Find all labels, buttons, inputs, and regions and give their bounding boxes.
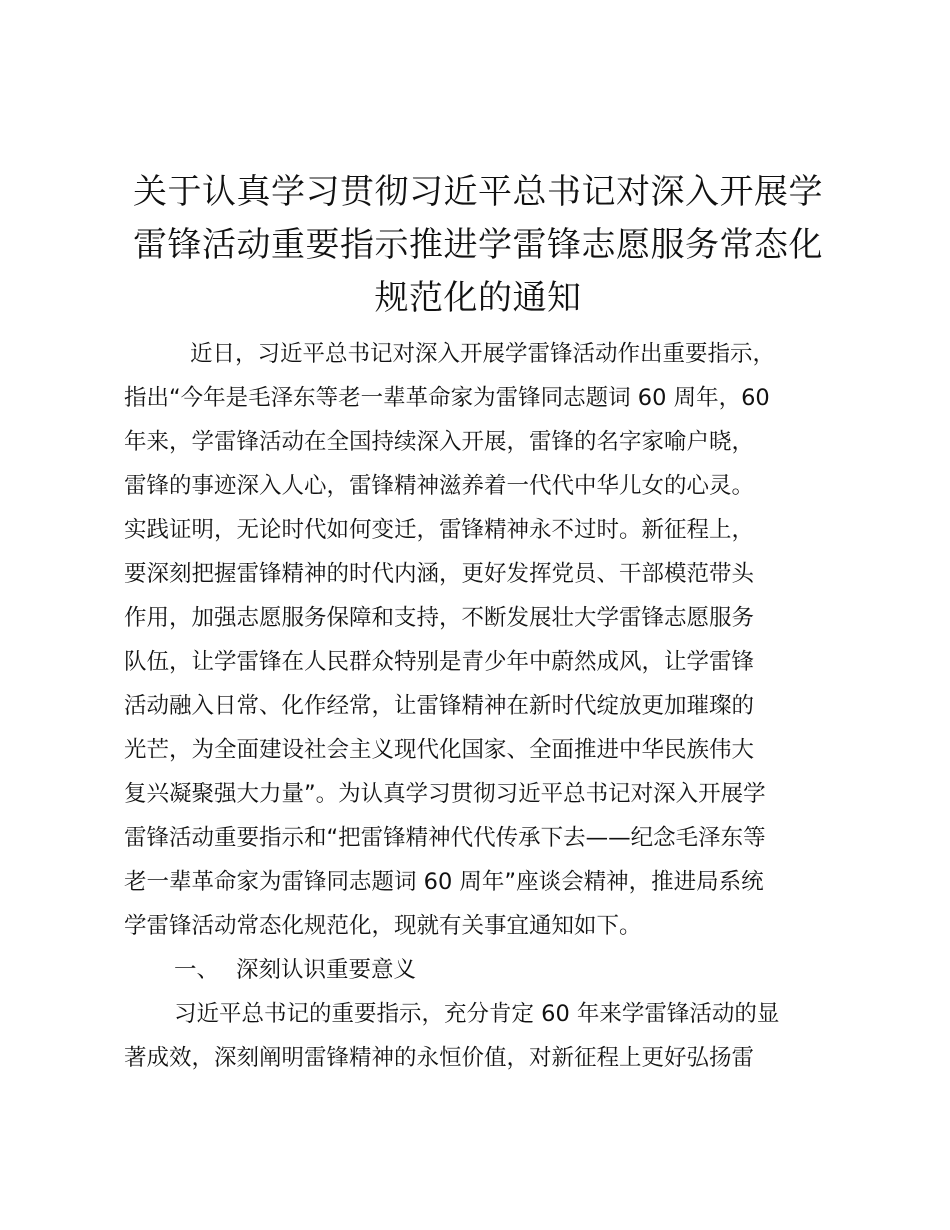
paragraph-line: 复兴凝聚强大力量”。为认真学习贯彻习近平总书记对深入开展学 <box>124 781 766 807</box>
section-heading-text: 深刻认识重要意义 <box>236 957 417 983</box>
paragraph-line: 作用，加强志愿服务保障和支持，不断发展壮大学雷锋志愿服务 <box>124 605 755 631</box>
paragraph-line: 学雷锋活动常态化规范化，现就有关事宜通知如下。 <box>124 913 642 939</box>
paragraph-line: 队伍，让学雷锋在人民群众特别是青少年中蔚然成风，让学雷锋 <box>124 649 755 675</box>
title-line: 规范化的通知 <box>374 278 582 318</box>
section-heading <box>124 948 834 992</box>
title-line: 雷锋活动重要指示推进学雷锋志愿服务常态化 <box>133 225 823 265</box>
paragraph-line: 实践证明，无论时代如何变迁，雷锋精神永不过时。新征程上， <box>124 517 755 543</box>
section-number: 一、 <box>174 957 220 983</box>
title-line: 关于认真学习贯彻习近平总书记对深入开展学 <box>133 172 823 212</box>
paragraph-line: 光芒，为全面建设社会主义现代化国家、全面推进中华民族伟大 <box>124 737 755 763</box>
paragraph-line: 年来，学雷锋活动在全国持续深入开展，雷锋的名字家喻户晓， <box>124 429 755 455</box>
paragraph-line: 指出“今年是毛泽东等老一辈革命家为雷锋同志题词 60 周年，60 <box>124 385 770 411</box>
paragraph-line: 习近平总书记的重要指示，充分肯定 60 年来学雷锋活动的显 <box>174 1001 780 1027</box>
paragraph-line: 近日，习近平总书记对深入开展学雷锋活动作出重要指示， <box>190 341 776 367</box>
paragraph-line: 活动融入日常、化作经常，让雷锋精神在新时代绽放更加璀璨的 <box>124 693 755 719</box>
document-title <box>120 166 836 325</box>
paragraph-line: 著成效，深刻阐明雷锋精神的永恒价值，对新征程上更好弘扬雷 <box>124 1045 755 1071</box>
paragraph-line: 要深刻把握雷锋精神的时代内涵，更好发挥党员、干部模范带头 <box>124 561 755 587</box>
paragraph-line: 雷锋活动重要指示和“把雷锋精神代代传承下去——纪念毛泽东等 <box>124 825 766 851</box>
paragraph-2 <box>124 992 834 1080</box>
paragraph-line: 雷锋的事迹深入人心，雷锋精神滋养着一代代中华儿女的心灵。 <box>124 473 755 499</box>
paragraph-1 <box>124 332 834 948</box>
document-body <box>124 332 834 1080</box>
paragraph-line: 老一辈革命家为雷锋同志题词 60 周年”座谈会精神，推进局系统 <box>124 869 764 895</box>
